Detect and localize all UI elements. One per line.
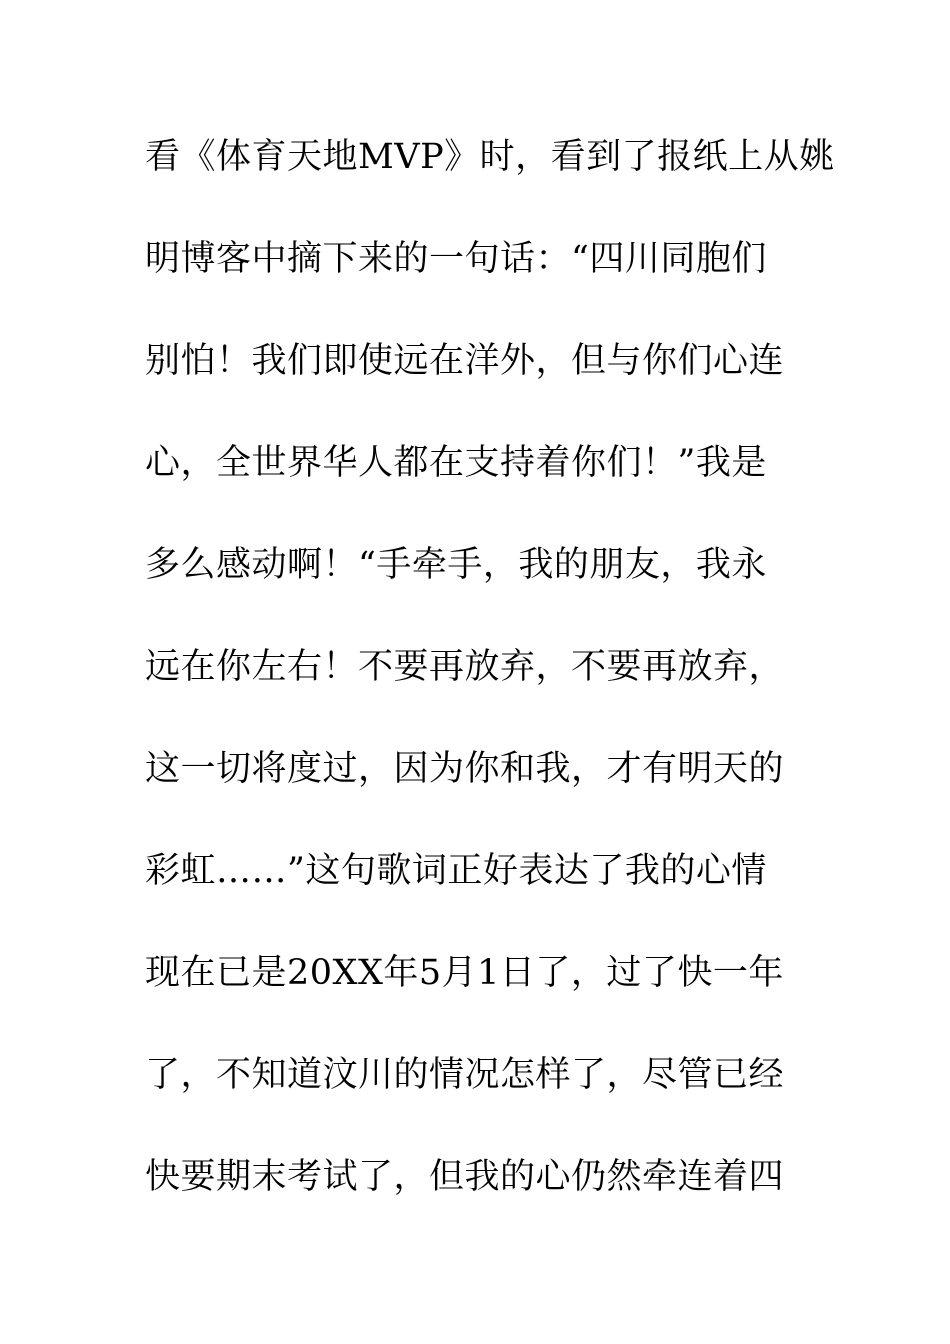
text-line: 看《体育天地MVP》时，看到了报纸上从姚 <box>145 137 835 177</box>
text-line: 这一切将度过，因为你和我，才有明天的 <box>145 749 785 789</box>
text-line: 了，不知道汶川的情况怎样了，尽管已经 <box>145 1055 785 1095</box>
text-line: 明博客中摘下来的一句话：“四川同胞们 <box>145 239 767 279</box>
text-line: 多么感动啊！“手牵手，我的朋友，我永 <box>145 545 767 585</box>
text-line: 远在你左右！不要再放弃，不要再放弃， <box>145 647 785 687</box>
text-line: 快要期末考试了，但我的心仍然牵连着四 <box>145 1157 785 1197</box>
text-line: 心，全世界华人都在支持着你们！”我是 <box>145 443 767 483</box>
text-line: 别怕！我们即使远在洋外，但与你们心连 <box>145 341 785 381</box>
body-text <box>145 130 835 1252</box>
text-line: 现在已是20XX年5月1日了，过了快一年 <box>145 953 784 993</box>
text-line: 彩虹……”这句歌词正好表达了我的心情 <box>145 851 767 891</box>
